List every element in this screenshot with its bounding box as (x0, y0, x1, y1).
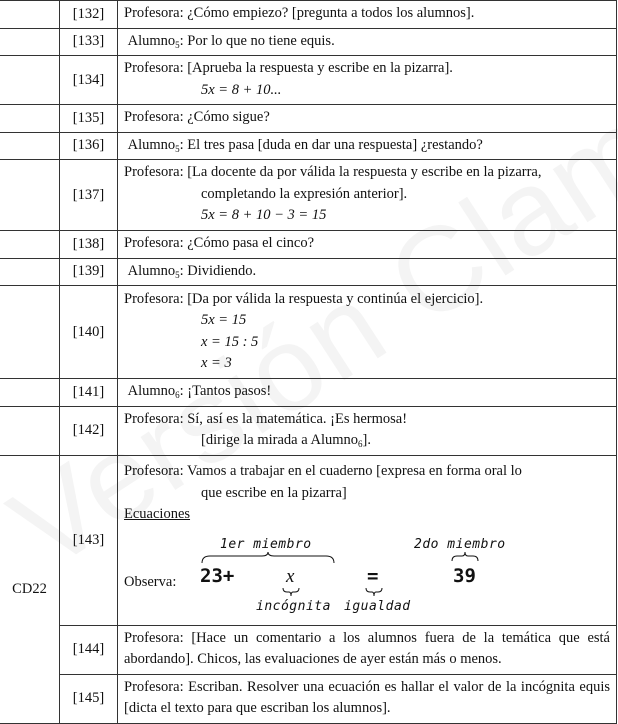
row-text: Alumno$_5$: Por lo que no tiene equis. (118, 28, 617, 56)
row-text: Profesora: [Da por válida la respuesta y continúa el ejercicio]. 5x = 15 x = 15 : 5 x = 3 (118, 286, 617, 379)
table-row (0, 56, 617, 105)
table-row (0, 160, 617, 231)
table-row (0, 231, 617, 259)
row-text: Profesora: [Hace un comentario a los alumnos fuera de la temática que está abordando]. Chicos, las evaluaciones de ayer están más o menos. (118, 625, 617, 674)
second-member-label: 2do miembro (414, 536, 506, 552)
row-number: [145] (60, 674, 118, 723)
row-text: Profesora: Vamos a trabajar en el cuaderno [expresa en forma oral lo que escribe en la pizarra] Ecuaciones Observa: 1er miembro 23+ x incógnita = igualdad 2do miembro 39 (118, 455, 617, 625)
row-text: Profesora: [La docente da por válida la respuesta y escribe en la pizarra, completando la expresión anterior]. 5x = 8 + 10 − 3 = 15 (118, 160, 617, 231)
math-line: 5x = 8 + 10 − 3 = 15 (201, 207, 327, 224)
underbrace-icon (365, 588, 383, 596)
equation-rhs: 39 (453, 564, 476, 587)
row-number: [142] (60, 406, 118, 455)
row-number: [141] (60, 379, 118, 407)
row-text: Profesora: ¿Cómo sigue? (118, 105, 617, 133)
table-row (0, 105, 617, 133)
table-row (0, 132, 617, 160)
row-text: Alumno$_5$: El tres pasa [duda en dar una respuesta] ¿restando? (118, 132, 617, 160)
underbrace-icon (282, 588, 300, 596)
equation-diagram (124, 526, 610, 618)
equals-label: igualdad (344, 598, 411, 614)
table-row (0, 286, 617, 379)
math-line: x = 15 : 5 (201, 333, 259, 350)
row-number: [136] (60, 132, 118, 160)
code-cell (0, 1, 60, 29)
equation-equals: = (367, 564, 379, 587)
math-line: 5x = 15 (201, 312, 247, 328)
row-text: Alumno$_5$: Dividiendo. (118, 258, 617, 286)
row-number: [134] (60, 56, 118, 105)
observa-label: Observa: (124, 573, 177, 590)
row-number: [140] (60, 286, 118, 379)
row-number: [143] (60, 455, 118, 625)
equation-lhs: 23+ (200, 564, 235, 587)
table-row (0, 379, 617, 407)
math-line: 5x = 8 + 10... (201, 81, 282, 98)
variable-label: incógnita (256, 598, 331, 614)
row-number: [132] (60, 1, 118, 29)
section-heading: Ecuaciones (124, 506, 191, 523)
row-number: [139] (60, 258, 118, 286)
math-line: x = 3 (201, 355, 232, 371)
row-number: [135] (60, 105, 118, 133)
row-number: [138] (60, 231, 118, 259)
row-text: Profesora: ¿Cómo pasa el cinco? (118, 231, 617, 259)
first-member-label: 1er miembro (220, 536, 312, 552)
table-row (0, 28, 617, 56)
row-number: [133] (60, 28, 118, 56)
table-row (0, 1, 617, 29)
code-cell: CD22 (0, 455, 60, 723)
row-number: [144] (60, 625, 118, 674)
row-text: Profesora: Sí, así es la matemática. ¡Es hermosa! [dirige la mirada a Alumno$_6$]. (118, 406, 617, 455)
row-text: Alumno$_6$: ¡Tantos pasos! (118, 379, 617, 407)
row-text: Profesora: ¿Cómo empiezo? [pregunta a todos los alumnos]. (118, 1, 617, 29)
table-row (0, 258, 617, 286)
row-text: Profesora: Escriban. Resolver una ecuación es hallar el valor de la incógnita equis [dicta el texto para que escriban los alumnos]. (118, 674, 617, 723)
overbrace-icon (451, 552, 479, 562)
overbrace-icon (200, 552, 336, 564)
row-text: Profesora: [Aprueba la respuesta y escribe en la pizarra]. 5x = 8 + 10... (118, 56, 617, 105)
table-row (0, 625, 617, 674)
table-row (0, 406, 617, 455)
table-row (0, 674, 617, 723)
equation-variable: x (286, 565, 295, 587)
table-row (0, 455, 617, 625)
row-number: [137] (60, 160, 118, 231)
